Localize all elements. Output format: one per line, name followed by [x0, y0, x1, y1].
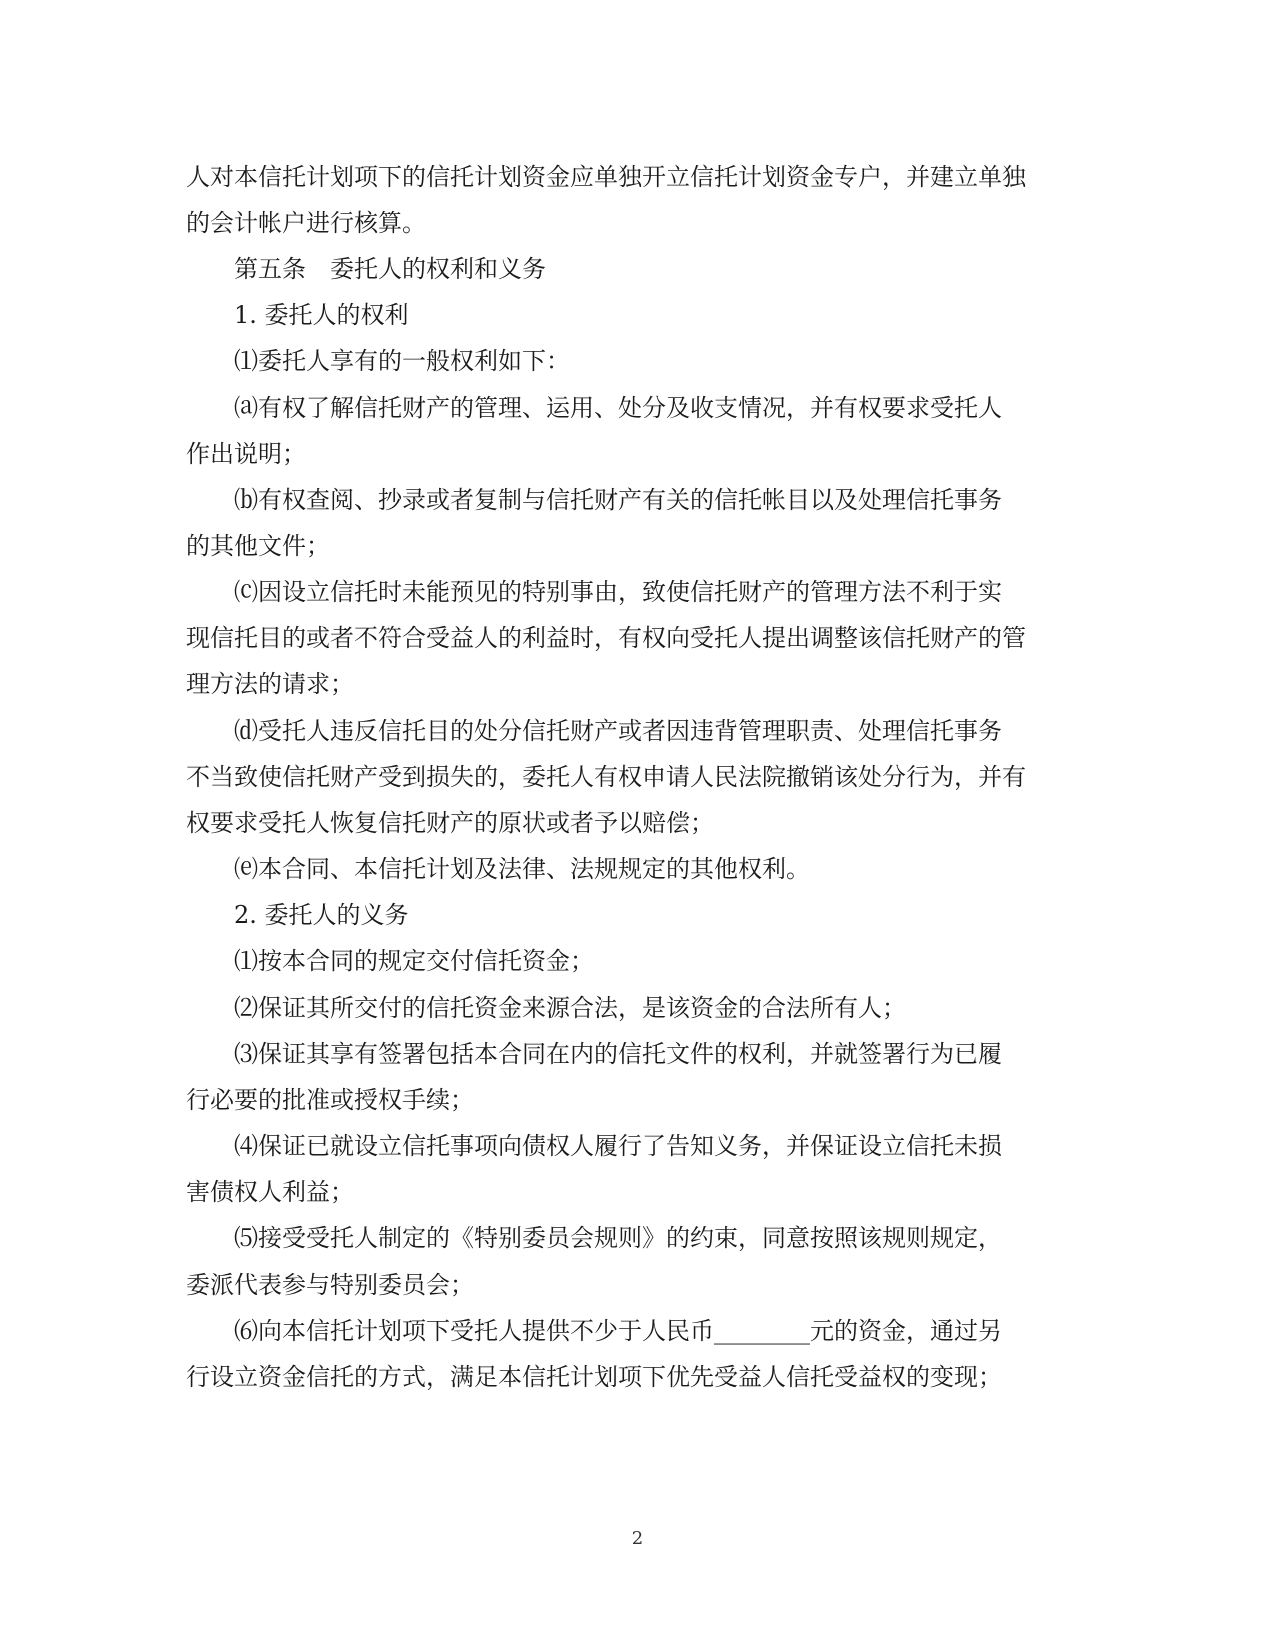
list-item: ⑷保证已就设立信托事项向债权人履行了告知义务，并保证设立信托未损 [234, 1132, 1002, 1160]
list-item: ⑹向本信托计划项下受托人提供不少于人民币________元的资金，通过另 [234, 1317, 1002, 1345]
text-line: 害债权人利益； [186, 1178, 354, 1206]
list-item: ⑴按本合同的规定交付信托资金； [234, 947, 594, 975]
text-line: 权要求受托人恢复信托财产的原状或者予以赔偿； [186, 809, 714, 837]
list-item: ⒞因设立信托时未能预见的特别事由，致使信托财产的管理方法不利于实 [234, 578, 1002, 606]
text-line: 的其他文件； [186, 532, 330, 560]
list-item: ⒝有权查阅、抄录或者复制与信托财产有关的信托帐目以及处理信托事务 [234, 486, 1002, 514]
text-line: 委派代表参与特别委员会； [186, 1271, 474, 1299]
subsection-heading: 2. 委托人的义务 [234, 901, 409, 929]
subsection-heading: 1. 委托人的权利 [234, 301, 409, 329]
text-line: 作出说明； [186, 440, 306, 468]
text-line: 不当致使信托财产受到损失的，委托人有权申请人民法院撤销该处分行为，并有 [186, 763, 1026, 791]
list-item: ⑵保证其所交付的信托资金来源合法，是该资金的合法所有人； [234, 994, 906, 1022]
text-line: 行设立资金信托的方式，满足本信托计划项下优先受益人信托受益权的变现； [186, 1363, 1002, 1391]
text-line: 人对本信托计划项下的信托计划资金应单独开立信托计划资金专户，并建立单独 [186, 163, 1026, 191]
page-number: 2 [631, 1528, 644, 1549]
text-line: 现信托目的或者不符合受益人的利益时，有权向受托人提出调整该信托财产的管 [186, 624, 1026, 652]
list-item: ⑶保证其享有签署包括本合同在内的信托文件的权利，并就签署行为已履 [234, 1040, 1002, 1068]
list-item: ⑴委托人享有的一般权利如下： [234, 347, 570, 375]
list-item: ⒜有权了解信托财产的管理、运用、处分及收支情况，并有权要求受托人 [234, 394, 1002, 422]
section-heading: 第五条 委托人的权利和义务 [234, 255, 546, 283]
text-line: 的会计帐户进行核算。 [186, 209, 426, 237]
text-line: 行必要的批准或授权手续； [186, 1086, 474, 1114]
list-item: ⑸接受受托人制定的《特别委员会规则》的约束，同意按照该规则规定， [234, 1224, 1002, 1252]
list-item: ⒟受托人违反信托目的处分信托财产或者因违背管理职责、处理信托事务 [234, 717, 1002, 745]
list-item: ⒠本合同、本信托计划及法律、法规规定的其他权利。 [234, 855, 810, 883]
text-line: 理方法的请求； [186, 670, 354, 698]
